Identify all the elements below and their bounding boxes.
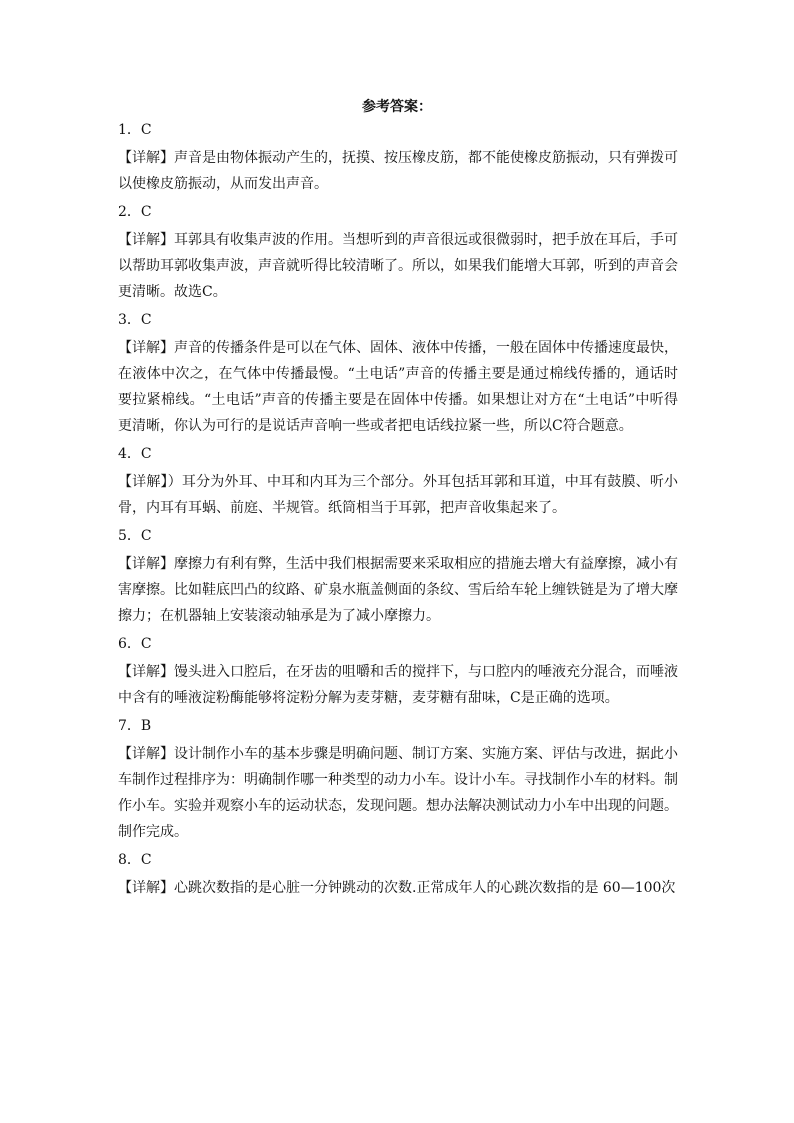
answer-8-text: 心跳次数指的是心脏一分钟跳动的次数.正常成年人的心跳次数指的是 60—100次 (174, 880, 676, 896)
detail-tag: 【详解】 (118, 232, 174, 248)
detail-tag: 【详解】 (118, 664, 174, 680)
detail-tag: 【详解】 (118, 474, 168, 490)
answer-8-number: 8．C (118, 852, 152, 868)
answer-1-detail (118, 145, 678, 197)
detail-tag: 【详解】 (118, 556, 174, 572)
answer-8-detail (118, 875, 678, 901)
detail-tag: 【详解】 (118, 340, 174, 356)
answer-list (118, 120, 678, 906)
answer-2-detail (118, 227, 678, 305)
answer-2-number: 2．C (118, 204, 152, 220)
answer-1-number: 1．C (118, 122, 152, 138)
answer-6-detail (118, 659, 678, 711)
answer-7-text: 设计制作小车的基本步骤是明确问题、制订方案、实施方案、评估与改进，据此小车制作过程排序为：明确制作哪一种类型的动力小车。设计小车。寻找制作小车的材料。制作小车。实验并观察小车的运动状态，发现问题。想办法解决测试动力小车中出现的问题。制作完成。 (118, 746, 678, 840)
answer-4-number: 4．C (118, 446, 152, 462)
detail-tag: 【详解】 (118, 746, 174, 762)
answer-3-number: 3．C (118, 312, 152, 328)
answer-key-title: 参考答案： (362, 99, 432, 115)
answer-4-detail (118, 469, 678, 521)
answer-3-text: 声音的传播条件是可以在气体、固体、液体中传播，一般在固体中传播速度最快，在液体中次之，在气体中传播最慢。“土电话”声音的传播主要是通过棉线传播的，通话时要拉紧棉线。“土电话”声音的传播主要是在固体中传播。如果想让对方在“土电话”中听得更清晰，你认为可行的是说话声音响一些或者把电话线拉紧一些，所以C符合题意。 (118, 340, 678, 434)
answer-5-text: 摩擦力有利有弊，生活中我们根据需要来采取相应的措施去增大有益摩擦，减小有害摩擦。比如鞋底凹凸的纹路、矿泉水瓶盖侧面的条纹、雪后给车轮上缠铁链是为了增大摩擦力；在机器轴上安装滚动轴承是为了减小摩擦力。 (118, 556, 678, 624)
detail-tag: 【详解】 (118, 880, 174, 896)
answer-5-detail (118, 551, 678, 629)
answer-4-text: ）耳分为外耳、中耳和内耳为三个部分。外耳包括耳郭和耳道，中耳有鼓膜、听小骨，内耳有耳蜗、前庭、半规管。纸筒相当于耳郭，把声音收集起来了。 (118, 474, 678, 516)
detail-tag: 【详解】 (118, 150, 174, 166)
answer-5-number: 5．C (118, 528, 152, 544)
answer-7-detail (118, 741, 678, 845)
answer-7-number: 7．B (118, 718, 152, 734)
answer-6-number: 6．C (118, 636, 152, 652)
answer-2-text: 耳郭具有收集声波的作用。当想听到的声音很远或很微弱时，把手放在耳后，手可以帮助耳郭收集声波，声音就听得比较清晰了。所以，如果我们能增大耳郭，听到的声音会更清晰。故选C。 (118, 232, 678, 300)
answer-1-text: 声音是由物体振动产生的，抚摸、按压橡皮筋，都不能使橡皮筋振动，只有弹拨可以使橡皮筋振动，从而发出声音。 (118, 150, 678, 192)
answer-6-text: 馒头进入口腔后，在牙齿的咀嚼和舌的搅拌下，与口腔内的唾液充分混合，而唾液中含有的唾液淀粉酶能够将淀粉分解为麦芽糖，麦芽糖有甜味，C是正确的选项。 (118, 664, 678, 706)
answer-3-detail (118, 335, 678, 439)
